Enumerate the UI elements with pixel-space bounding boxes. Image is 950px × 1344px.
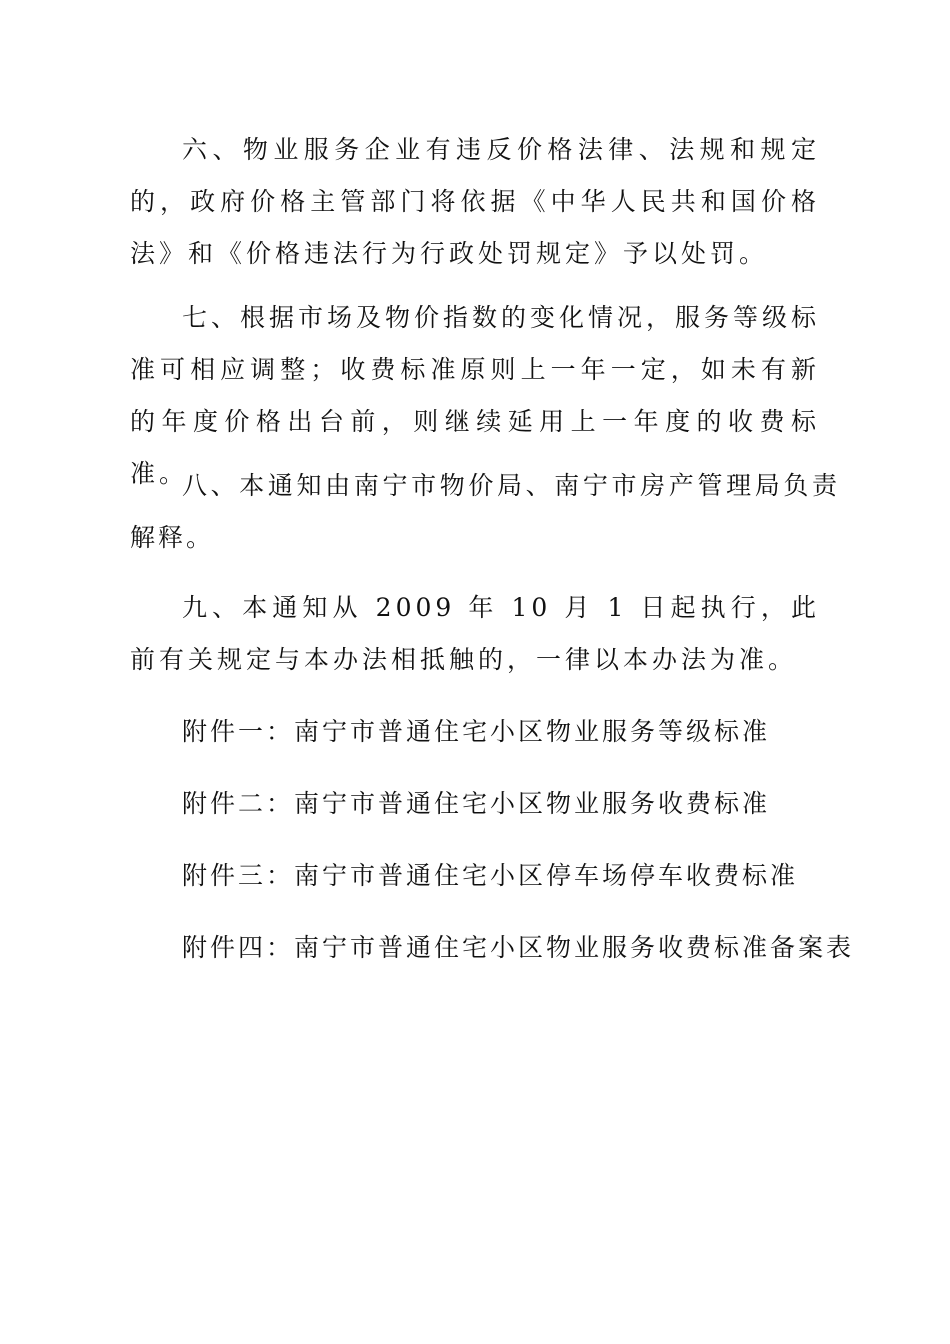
attachment-two: 附件二：南宁市普通住宅小区物业服务收费标准: [182, 789, 771, 818]
paragraph-six: 六、物业服务企业有违反价格法律、法规和规定的，政府价格主管部门将依据《中华人民共和国价格法》和《价格违法行为行政处罚规定》予以处罚。: [130, 135, 820, 268]
attachment-one: 附件一：南宁市普通住宅小区物业服务等级标准: [182, 717, 771, 746]
attachment-three: 附件三：南宁市普通住宅小区停车场停车收费标准: [182, 861, 799, 890]
paragraph-nine: 九、本通知从 2009 年 10 月 1 日起执行，此前有关规定与本办法相抵触的，一律以本办法为准。: [130, 593, 820, 674]
paragraph-eight: 八、本通知由南宁市物价局、南宁市房产管理局负责解释。: [130, 471, 840, 552]
attachment-four: 附件四：南宁市普通住宅小区物业服务收费标准备案表: [182, 933, 855, 962]
paragraph-seven: 七、根据市场及物价指数的变化情况，服务等级标准可相应调整；收费标准原则上一年一定，如未有新的年度价格出台前，则继续延用上一年度的收费标准。: [130, 303, 821, 488]
